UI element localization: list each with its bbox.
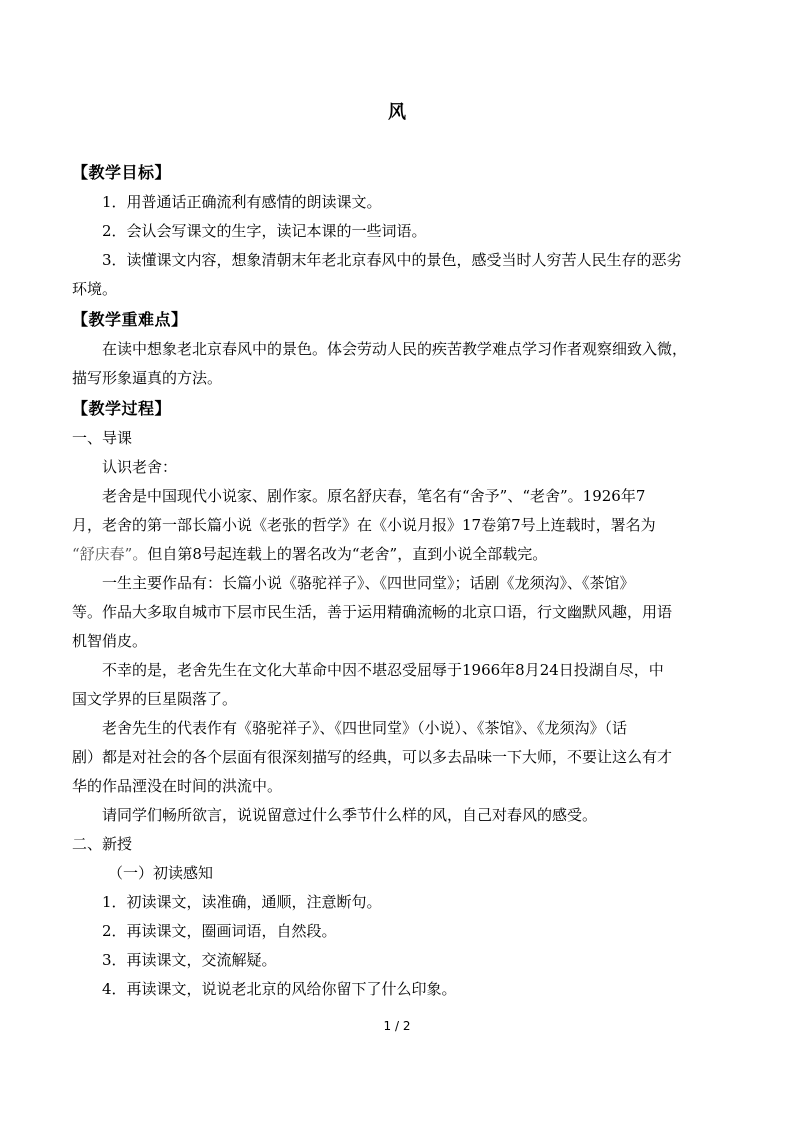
key-points-text: 在读中想象老北京春风中的景色。体会劳动人民的疾苦教学难点学习作者观察细致入微， [102,340,688,358]
document-body [72,157,722,1004]
list-item: 1．初读课文，读准确，通顺，注意断句。 [102,893,382,911]
key-points-heading: 【教学重难点】 [72,310,188,329]
pen-name-rest: 但自第8号起连载上的署名改为“老舍”，直到小说全部载完。 [147,545,548,563]
page-title: 风 [388,102,406,123]
paragraph-line: 华的作品湮没在时间的洪流中。 [72,777,283,795]
goal-item-continued: 环境。 [72,280,118,298]
paragraph-line: 国文学界的巨星陨落了。 [72,690,238,708]
paragraph-line: 等。作品大多取自城市下层市民生活，善于运用精确流畅的北京口语，行文幽默风趣，用语 [72,603,673,621]
page-number: 1 / 2 [383,1019,411,1033]
paragraph-line: 机智俏皮。 [72,632,148,650]
process-heading: 【教学过程】 [72,399,172,418]
goal-item: 2．会认会写课文的生字，读记本课的一些词语。 [102,222,427,240]
key-points-text-continued: 描写形象逼真的方法。 [72,369,223,387]
part2-heading: 二、新授 [72,835,133,853]
paragraph-line: 月，老舍的第一部长篇小说《老张的哲学》在《小说月报》17卷第7号上连载时，署名为 [72,516,656,534]
list-item: 4．再读课文，说说老北京的风给你留下了什么印象。 [102,980,457,998]
paragraph-line: 一生主要作品有：长篇小说《骆驼祥子》、《四世同堂》；话剧《龙须沟》、《茶馆》 [102,574,635,592]
goal-item: 3．读懂课文内容，想象清朝末年老北京春风中的景色，感受当时人穷苦人民生存的恶劣 [102,251,682,269]
paragraph-line: 老舍先生的代表作有《骆驼祥子》、《四世同堂》（小说）、《茶馆》、《龙须沟》（话 [102,719,628,737]
list-item: 3．再读课文，交流解疑。 [102,951,277,969]
pen-name-quote: “舒庆春”。 [72,545,148,563]
part1-heading: 一、导课 [72,429,133,447]
paragraph-line [72,540,722,569]
paragraph-line: 请同学们畅所欲言，说说留意过什么季节什么样的风，自己对春风的感受。 [102,806,598,824]
part2-subheading: （一）初读感知 [108,864,214,882]
goal-item: 1．用普通话正确流利有感情的朗读课文。 [102,193,382,211]
paragraph-line: 不幸的是，老舍先生在文化大革命中因不堪忍受屈辱于1966年8月24日投湖自尽，中 [102,661,664,679]
paragraph-line: 老舍是中国现代小说家、剧作家。原名舒庆春，笔名有“舍予”、“老舍”。1926年7 [102,487,646,505]
paragraph-line: 剧）都是对社会的各个层面有很深刻描写的经典，可以多去品味一下大师，不要让这么有才 [72,748,673,766]
list-item: 2．再读课文，圈画词语，自然段。 [102,922,337,940]
goals-heading: 【教学目标】 [72,163,172,182]
part1-intro: 认识老舍： [102,458,178,476]
